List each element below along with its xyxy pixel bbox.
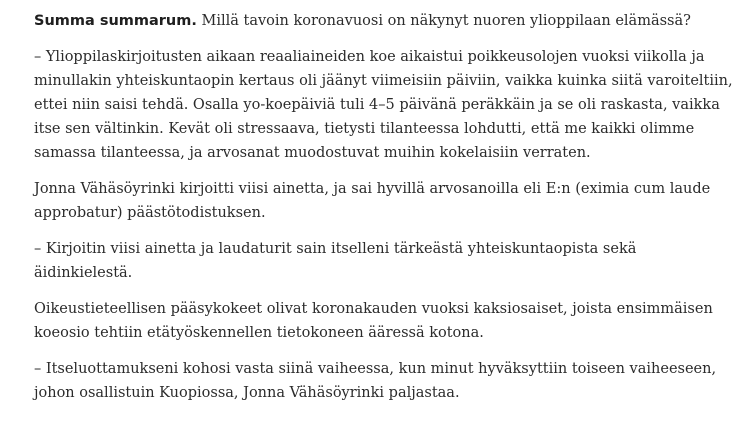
lead-question-text: Millä tavoin koronavuosi on näkynyt nuoren ylioppilaan elämässä? xyxy=(196,13,691,29)
paragraph-exams: – Ylioppilaskirjoitusten aikaan reaaliaineiden koe aikaistui poikkeusolojen vuoksi viikolla ja minullakin yhteiskuntaopin kertaus oli jäänyt viimeisiin päiviin, vaikka kuinka siitä varoiteltiin, ettei niin saisi tehdä. Osalla yo-koepäiviä tuli 4–5 päivänä peräkkäin ja se oli raskasta, vaikka itse sen vältinkin. Kevät oli stressaava, tietysti tilanteessa lohdutti, että me kaikki olimme samassa tilanteessa, ja arvosanat muodostuvat muihin kokelaisiin verraten. xyxy=(34,49,733,161)
paragraph-grades: Jonna Vähäsöyrinki kirjoitti viisi ainetta, ja sai hyvillä arvosanoilla eli E:n (eximia cum laude approbatur) päästötodistuksen. xyxy=(34,181,711,221)
lead-bold-text: Summa summarum. xyxy=(34,13,197,29)
lead-paragraph xyxy=(34,9,734,33)
paragraph-confidence: – Itseluottamukseni kohosi vasta siinä vaiheessa, kun minut hyväksyttiin toiseen vaiheeseen, johon osallistuin Kuopiossa, Jonna Vähäsöyrinki paljastaa. xyxy=(34,361,717,401)
paragraph-entrance-exams: Oikeustieteellisen pääsykokeet olivat koronakauden vuoksi kaksiosaiset, joista ensimmäisen koeosio tehtiin etätyöskennellen tietokoneen ääressä kotona. xyxy=(34,301,713,341)
article-body xyxy=(34,9,734,417)
paragraph-laudaturs: – Kirjoitin viisi ainetta ja laudaturit sain itselleni tärkeästä yhteiskuntaopista sekä äidinkielestä. xyxy=(34,241,637,281)
